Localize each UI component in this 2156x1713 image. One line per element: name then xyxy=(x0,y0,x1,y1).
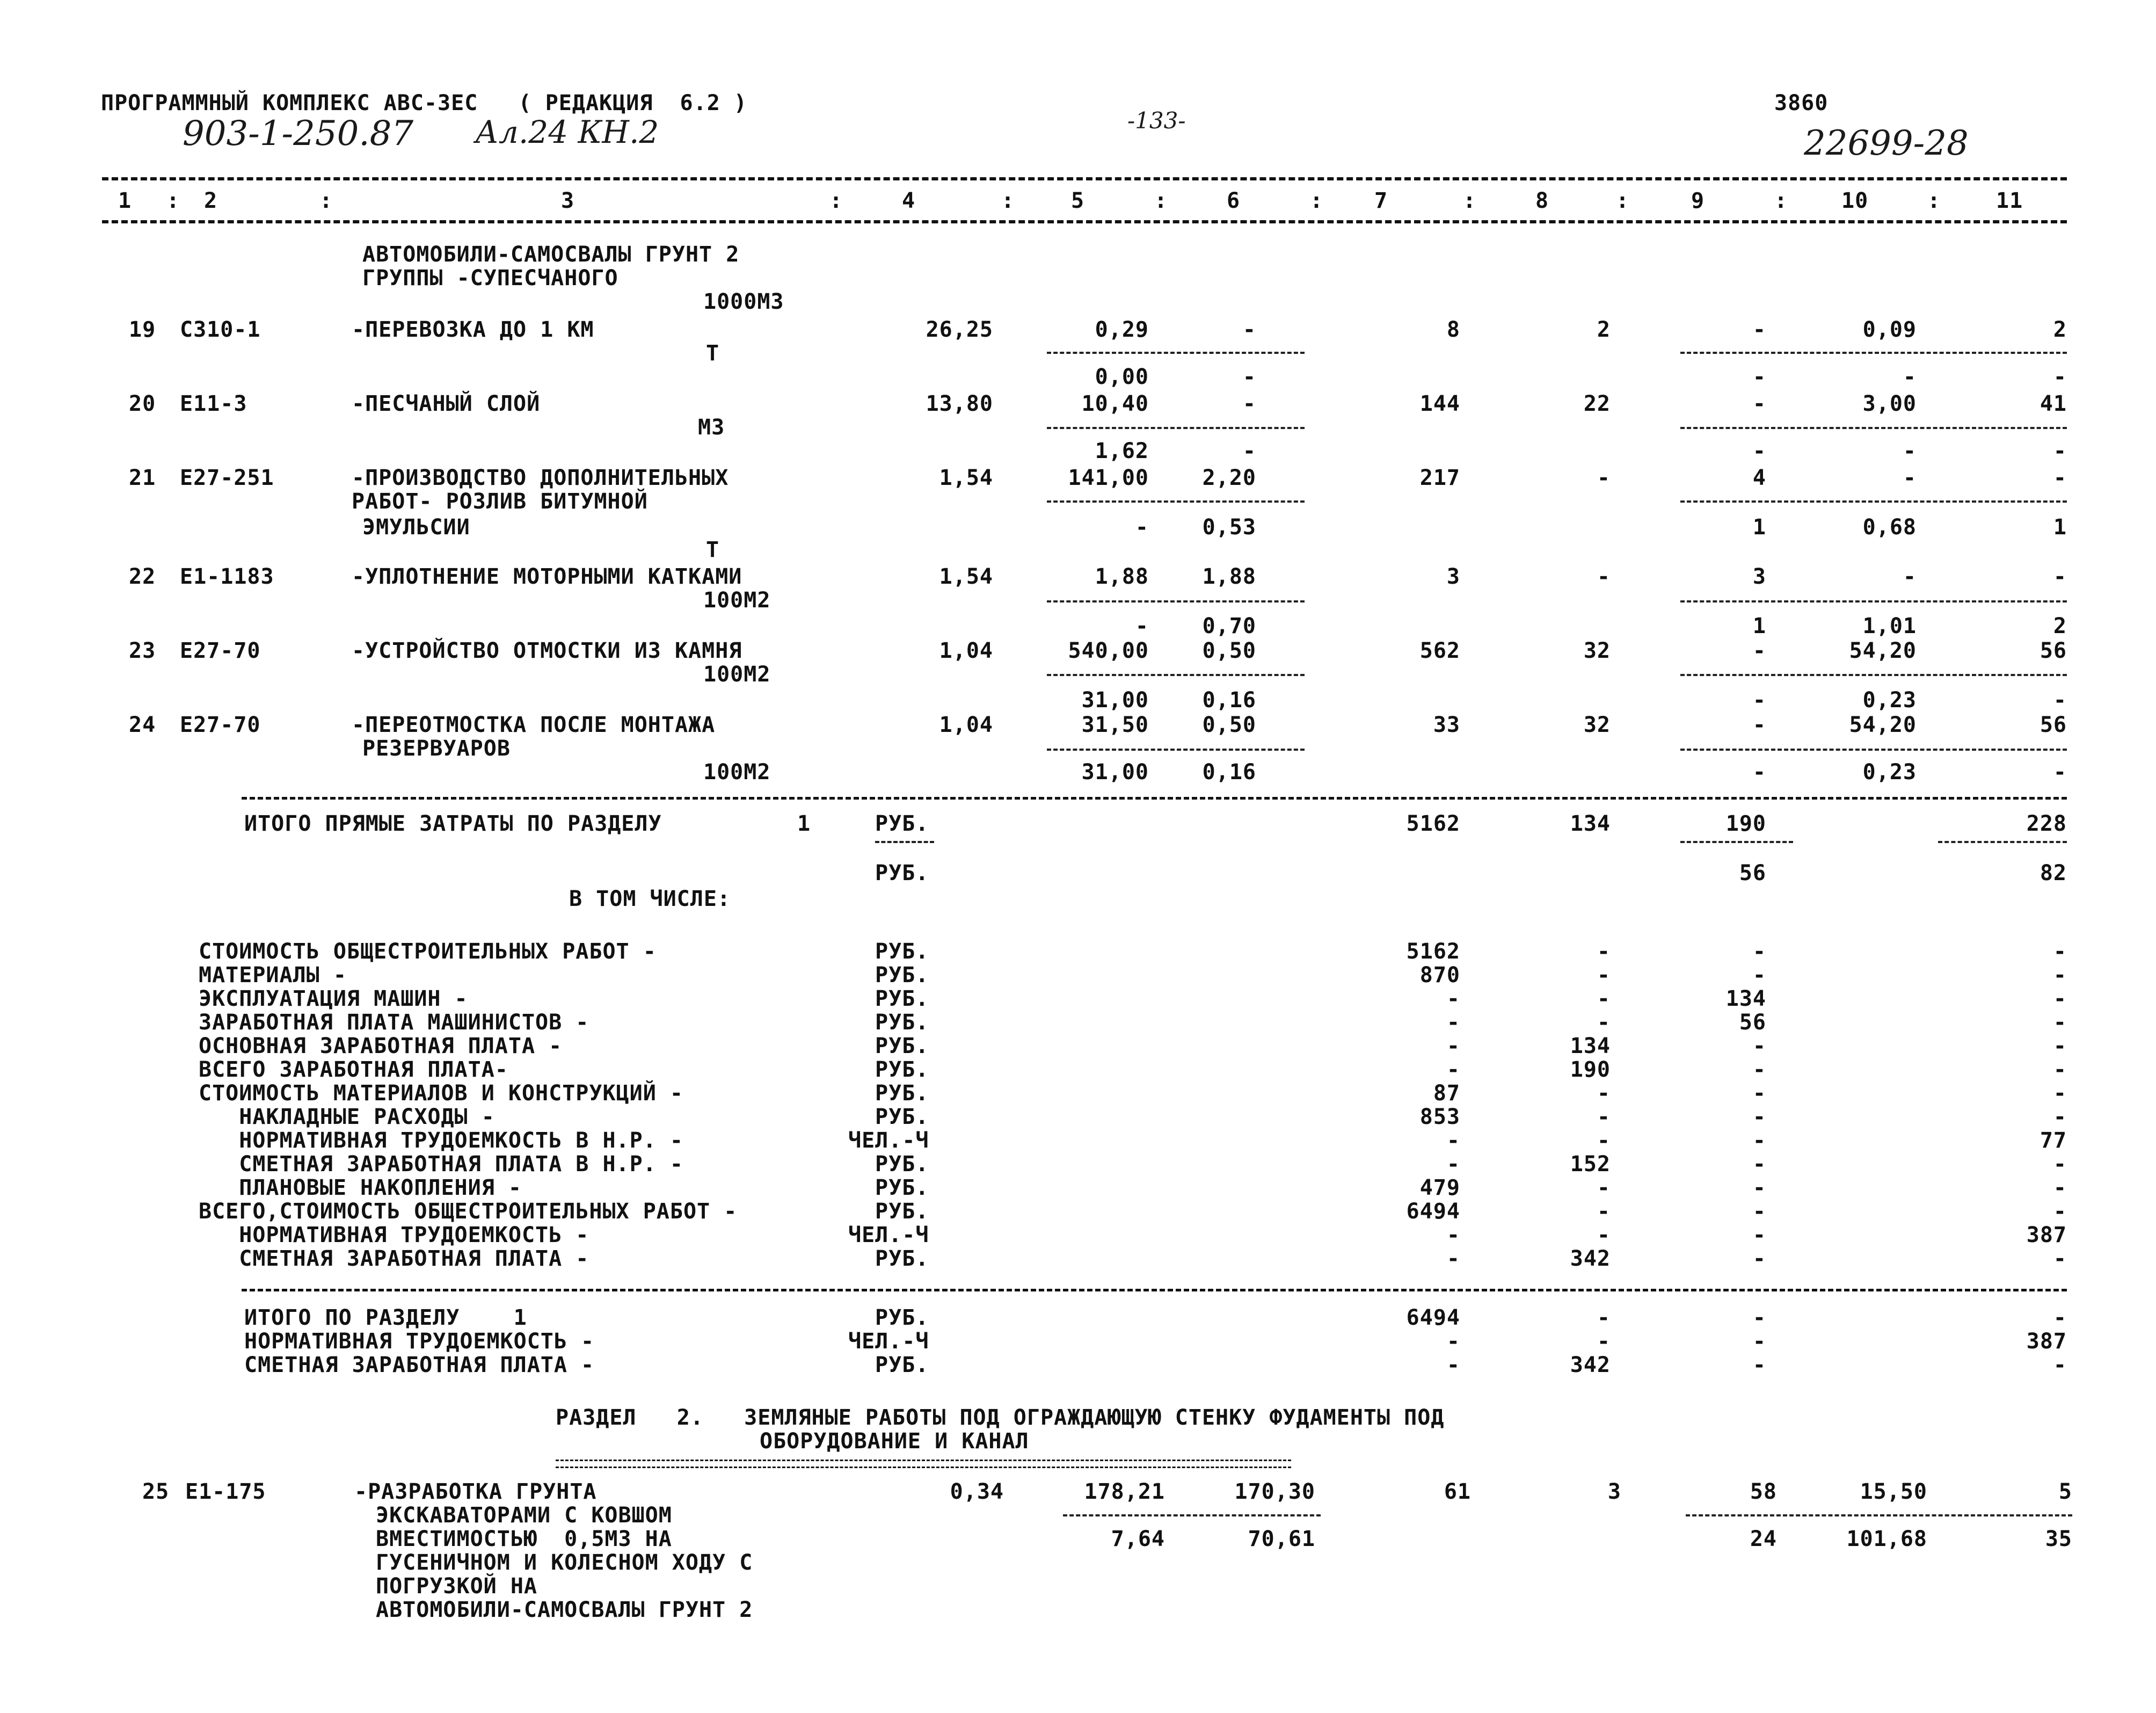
cell-divider xyxy=(1047,674,1305,676)
cell-divider xyxy=(1047,427,1305,429)
cell-divider xyxy=(1680,841,1793,843)
cell-c4: 26,25 xyxy=(926,317,993,342)
breakdown-unit: ЧЕЛ.-Ч xyxy=(848,1128,929,1153)
row-code: Е1-175 xyxy=(185,1479,266,1504)
cell-c8: 190 xyxy=(1570,1057,1611,1082)
cell-c4: 1,04 xyxy=(939,713,993,737)
section-total-label: НОРМАТИВНАЯ ТРУДОЕМКОСТЬ - xyxy=(244,1329,595,1354)
cell-c11: 5 xyxy=(2058,1479,2072,1504)
cell-c11: - xyxy=(2053,760,2067,785)
cell-c7: - xyxy=(1446,1034,1460,1058)
cell-c5: 31,00 xyxy=(1081,760,1149,785)
col-10: 10 xyxy=(1841,188,1869,213)
row-number: 21 xyxy=(129,466,156,490)
cell-c9: - xyxy=(1752,760,1766,785)
cell-c8: - xyxy=(1597,1305,1611,1330)
cell-c9: 3 xyxy=(1752,564,1766,589)
row-code: Е27-70 xyxy=(180,713,261,737)
col-sep: : xyxy=(1463,188,1477,213)
intro-line: ГРУППЫ -СУПЕСЧАНОГО xyxy=(362,266,618,291)
breakdown-label: НОРМАТИВНАЯ ТРУДОЕМКОСТЬ В Н.Р. - xyxy=(199,1128,683,1153)
cell-c6: 2,20 xyxy=(1202,466,1256,490)
cell-c5: 31,50 xyxy=(1081,713,1149,737)
section-2-subtitle: ОБОРУДОВАНИЕ И КАНАЛ xyxy=(760,1429,1029,1454)
cell-c11: - xyxy=(2053,1246,2067,1271)
cell-c5: 540,00 xyxy=(1068,638,1149,663)
cell-c4: 1,54 xyxy=(939,466,993,490)
row-desc: -ПРОИЗВОДСТВО ДОПОЛНИТЕЛЬНЫХ xyxy=(352,466,729,490)
breakdown-label: СТОИМОСТЬ ОБЩЕСТРОИТЕЛЬНЫХ РАБОТ - xyxy=(199,939,657,964)
cell-c6: 0,16 xyxy=(1202,688,1256,713)
cell-c8: - xyxy=(1597,466,1611,490)
col-2: 2 xyxy=(204,188,218,213)
cell-c8: 152 xyxy=(1570,1152,1611,1177)
including-heading: В ТОМ ЧИСЛЕ: xyxy=(569,887,731,911)
cell-c10: 54,20 xyxy=(1849,713,1917,737)
totals-rule xyxy=(242,797,2067,800)
col-11: 11 xyxy=(1996,188,2023,213)
cell-c11: 1 xyxy=(2053,515,2067,540)
row-desc: ЭКСКАВАТОРАМИ С КОВШОМ xyxy=(376,1503,672,1528)
section-total-rule xyxy=(242,1289,2067,1291)
cell-c6: 0,50 xyxy=(1202,713,1256,737)
cell-c5: 1,62 xyxy=(1095,439,1149,463)
cell-c8: - xyxy=(1597,1105,1611,1129)
cell-c9: - xyxy=(1752,1246,1766,1271)
breakdown-unit: РУБ. xyxy=(875,1057,929,1082)
row-unit: 100М2 xyxy=(703,588,771,613)
cell-c6: - xyxy=(1242,391,1256,416)
cell-c11: 82 xyxy=(2040,861,2067,885)
cell-c10: - xyxy=(1903,365,1917,389)
row-code: Е11-3 xyxy=(180,391,247,416)
cell-c9: - xyxy=(1752,1057,1766,1082)
cell-c10: 0,23 xyxy=(1862,688,1917,713)
cell-c9: 1 xyxy=(1752,515,1766,540)
cell-c11: - xyxy=(2053,1305,2067,1330)
cell-c8: 32 xyxy=(1583,713,1611,737)
cell-c11: - xyxy=(2053,1081,2067,1106)
row-number: 22 xyxy=(129,564,156,589)
cell-c8: - xyxy=(1597,1199,1611,1224)
row-unit: Т xyxy=(706,538,720,562)
cell-c11: - xyxy=(2053,688,2067,713)
row-desc: -ПЕРЕВОЗКА ДО 1 КМ xyxy=(352,317,594,342)
row-desc: -РАЗРАБОТКА ГРУНТА xyxy=(354,1479,597,1504)
row-desc: ПОГРУЗКОЙ НА xyxy=(376,1574,537,1599)
cell-c8: - xyxy=(1597,1223,1611,1247)
breakdown-unit: ЧЕЛ.-Ч xyxy=(848,1223,929,1247)
cell-c11: - xyxy=(2053,963,2067,988)
cell-c9: - xyxy=(1752,638,1766,663)
row-desc: -УПЛОТНЕНИЕ МОТОРНЫМИ КАТКАМИ xyxy=(352,564,742,589)
cell-c11: - xyxy=(2053,986,2067,1011)
breakdown-unit: РУБ. xyxy=(875,1175,929,1200)
cell-c6: 0,70 xyxy=(1202,614,1256,638)
page-number: -133- xyxy=(1127,107,1186,134)
cell-c11: - xyxy=(2053,1010,2067,1035)
cell-c7: 479 xyxy=(1419,1175,1460,1200)
cell-c8: - xyxy=(1597,1081,1611,1106)
cell-c7: 870 xyxy=(1419,963,1460,988)
cell-c11: 2 xyxy=(2053,614,2067,638)
row-number: 23 xyxy=(129,638,156,663)
cell-c9: - xyxy=(1752,1105,1766,1129)
cell-c8: - xyxy=(1597,986,1611,1011)
cell-c5: 10,40 xyxy=(1081,391,1149,416)
breakdown-unit: РУБ. xyxy=(875,1152,929,1177)
cell-c6: 0,50 xyxy=(1202,638,1256,663)
breakdown-label: ПЛАНОВЫЕ НАКОПЛЕНИЯ - xyxy=(199,1175,522,1200)
cell-c5: 31,00 xyxy=(1081,688,1149,713)
totals-label: ИТОГО ПРЯМЫЕ ЗАТРАТЫ ПО РАЗДЕЛУ xyxy=(244,811,662,836)
cell-divider xyxy=(1063,1514,1321,1516)
cell-c9: - xyxy=(1752,1034,1766,1058)
cell-c10: - xyxy=(1903,466,1917,490)
cell-c6: 170,30 xyxy=(1234,1479,1315,1504)
cell-divider xyxy=(1680,352,2067,354)
row-desc: ГУСЕНИЧНОМ И КОЛЕСНОМ ХОДУ С xyxy=(376,1550,753,1575)
breakdown-label: НАКЛАДНЫЕ РАСХОДЫ - xyxy=(199,1105,495,1129)
intro-line: АВТОМОБИЛИ-САМОСВАЛЫ ГРУНТ 2 xyxy=(362,242,740,267)
col-sep: : xyxy=(829,188,843,213)
cell-c7: 87 xyxy=(1433,1081,1460,1106)
document-code: 903-1-250.87 xyxy=(183,114,414,154)
cell-c7: 6494 xyxy=(1406,1199,1460,1224)
cell-c11: 56 xyxy=(2040,638,2067,663)
col-1: 1 xyxy=(118,188,132,213)
cell-c7: - xyxy=(1446,1246,1460,1271)
code-number: 3860 xyxy=(1774,91,1829,115)
cell-divider xyxy=(1680,427,2067,429)
col-sep: : xyxy=(1616,188,1630,213)
breakdown-label: СМЕТНАЯ ЗАРАБОТНАЯ ПЛАТА - xyxy=(199,1246,589,1271)
cell-c11: - xyxy=(2053,1353,2067,1377)
cell-c11: - xyxy=(2053,1057,2067,1082)
cell-c11: - xyxy=(2053,365,2067,389)
cell-c6: - xyxy=(1242,365,1256,389)
program-title: ПРОГРАММНЫЙ КОМПЛЕКС АВС-3ЕС ( РЕДАКЦИЯ 6.2 ) xyxy=(101,91,747,115)
cell-c9: - xyxy=(1752,1305,1766,1330)
cell-c7: 144 xyxy=(1419,391,1460,416)
cell-c9: 56 xyxy=(1739,861,1766,885)
row-desc: -УСТРОЙСТВО ОТМОСТКИ ИЗ КАМНЯ xyxy=(352,638,742,663)
section-total-unit: РУБ. xyxy=(875,1353,929,1377)
cell-c8: 2 xyxy=(1597,317,1611,342)
cell-c10: 101,68 xyxy=(1846,1527,1927,1551)
cell-divider xyxy=(1047,500,1305,503)
row-desc: ВМЕСТИМОСТЬЮ 0,5М3 НА xyxy=(376,1527,672,1551)
cell-c10: 15,50 xyxy=(1860,1479,1927,1504)
cell-c6: 0,53 xyxy=(1202,515,1256,540)
section-total-label: ИТОГО ПО РАЗДЕЛУ 1 xyxy=(244,1305,527,1330)
breakdown-unit: РУБ. xyxy=(875,986,929,1011)
cell-divider xyxy=(1938,841,2067,843)
cell-c4: 1,04 xyxy=(939,638,993,663)
cell-c5: 178,21 xyxy=(1084,1479,1165,1504)
section-total-label: СМЕТНАЯ ЗАРАБОТНАЯ ПЛАТА - xyxy=(244,1353,595,1377)
breakdown-unit: РУБ. xyxy=(875,1034,929,1058)
cell-c11: 41 xyxy=(2040,391,2067,416)
row-unit: Т xyxy=(706,341,720,366)
totals-unit: РУБ. xyxy=(875,811,929,836)
cell-c9: - xyxy=(1752,439,1766,463)
cell-c11: 77 xyxy=(2040,1128,2067,1153)
cell-c11: - xyxy=(2053,1034,2067,1058)
breakdown-label: НОРМАТИВНАЯ ТРУДОЕМКОСТЬ - xyxy=(199,1223,589,1247)
section-2-title: РАЗДЕЛ 2. ЗЕМЛЯНЫЕ РАБОТЫ ПОД ОГРАЖДАЮЩУЮ СТЕНКУ ФУДАМЕНТЫ ПОД xyxy=(556,1405,1445,1430)
cell-c7: - xyxy=(1446,1223,1460,1247)
row-unit: 100М2 xyxy=(703,662,771,687)
breakdown-unit: РУБ. xyxy=(875,939,929,964)
section-total-unit: ЧЕЛ.-Ч xyxy=(848,1329,929,1354)
sheet-ref: Ал.24 КН.2 xyxy=(475,114,659,150)
cell-c9: - xyxy=(1752,1152,1766,1177)
cell-c10: 0,23 xyxy=(1862,760,1917,785)
cell-c5: 0,00 xyxy=(1095,365,1149,389)
cell-c11: - xyxy=(2053,564,2067,589)
col-sep: : xyxy=(1774,188,1788,213)
cell-c9: - xyxy=(1752,688,1766,713)
row-desc: АВТОМОБИЛИ-САМОСВАЛЫ ГРУНТ 2 xyxy=(376,1598,753,1622)
col-5: 5 xyxy=(1071,188,1085,213)
cell-c11: 56 xyxy=(2040,713,2067,737)
col-sep: : xyxy=(1001,188,1015,213)
row-desc: -ПЕСЧАНЫЙ СЛОЙ xyxy=(352,391,541,416)
cell-c10: 0,09 xyxy=(1862,317,1917,342)
cell-c8: 22 xyxy=(1583,391,1611,416)
cell-c11: - xyxy=(2053,439,2067,463)
cell-c6: - xyxy=(1242,317,1256,342)
cell-c11: - xyxy=(2053,1105,2067,1129)
col-6: 6 xyxy=(1227,188,1241,213)
totals-unit: РУБ. xyxy=(875,861,929,885)
cell-c7: 853 xyxy=(1419,1105,1460,1129)
cell-c6: - xyxy=(1242,439,1256,463)
cell-c8: 342 xyxy=(1570,1246,1611,1271)
cell-c9: - xyxy=(1752,1353,1766,1377)
reference-number: 22699-28 xyxy=(1804,124,1969,163)
cell-c9: - xyxy=(1752,1329,1766,1354)
cell-c7: 5162 xyxy=(1406,811,1460,836)
cell-c9: - xyxy=(1752,713,1766,737)
cell-c11: - xyxy=(2053,466,2067,490)
cell-c10: - xyxy=(1903,439,1917,463)
col-9: 9 xyxy=(1691,188,1705,213)
cell-c11: 2 xyxy=(2053,317,2067,342)
cell-c9: 1 xyxy=(1752,614,1766,638)
breakdown-unit: РУБ. xyxy=(875,963,929,988)
cell-c7: 5162 xyxy=(1406,939,1460,964)
row-code: Е27-251 xyxy=(180,466,274,490)
cell-c10: 54,20 xyxy=(1849,638,1917,663)
cell-c8: - xyxy=(1597,1175,1611,1200)
cell-c8: - xyxy=(1597,564,1611,589)
cell-c11: 228 xyxy=(2026,811,2067,836)
cell-c6: 1,88 xyxy=(1202,564,1256,589)
cell-divider xyxy=(1047,600,1305,603)
cell-c8: 134 xyxy=(1570,1034,1611,1058)
row-unit: М3 xyxy=(698,415,725,440)
cell-c9: 24 xyxy=(1750,1527,1777,1551)
row-number: 19 xyxy=(129,317,156,342)
cell-c7: - xyxy=(1446,1329,1460,1354)
intro-unit: 1000М3 xyxy=(703,289,784,314)
col-sep: : xyxy=(1927,188,1941,213)
cell-c9: 4 xyxy=(1752,466,1766,490)
totals-section: 1 xyxy=(797,811,811,836)
cell-c7: 217 xyxy=(1419,466,1460,490)
cell-c5: 7,64 xyxy=(1111,1527,1165,1551)
cell-c7: 3 xyxy=(1446,564,1460,589)
cell-divider xyxy=(1680,749,2067,751)
row-unit: 100М2 xyxy=(703,760,771,785)
row-desc: РЕЗЕРВУАРОВ xyxy=(362,736,511,761)
breakdown-label: ВСЕГО,СТОИМОСТЬ ОБЩЕСТРОИТЕЛЬНЫХ РАБОТ - xyxy=(199,1199,738,1224)
cell-c7: - xyxy=(1446,1010,1460,1035)
cell-c7: - xyxy=(1446,986,1460,1011)
cell-c8: - xyxy=(1597,963,1611,988)
cell-c8: - xyxy=(1597,939,1611,964)
cell-c9: - xyxy=(1752,963,1766,988)
cell-c11: - xyxy=(2053,1199,2067,1224)
cell-c8: 32 xyxy=(1583,638,1611,663)
breakdown-label: ЭКСПЛУАТАЦИЯ МАШИН - xyxy=(199,986,468,1011)
cell-c5: 0,29 xyxy=(1095,317,1149,342)
cell-c7: 33 xyxy=(1433,713,1460,737)
col-8: 8 xyxy=(1535,188,1549,213)
cell-divider xyxy=(1686,1514,2072,1516)
breakdown-label: МАТЕРИАЛЫ - xyxy=(199,963,347,988)
cell-c9: - xyxy=(1752,317,1766,342)
row-number: 20 xyxy=(129,391,156,416)
breakdown-unit: РУБ. xyxy=(875,1010,929,1035)
cell-c10: 3,00 xyxy=(1862,391,1917,416)
cell-c9: 190 xyxy=(1725,811,1766,836)
cell-c11: - xyxy=(2053,1175,2067,1200)
cell-c9: 58 xyxy=(1750,1479,1777,1504)
row-number: 24 xyxy=(129,713,156,737)
breakdown-label: ОСНОВНАЯ ЗАРАБОТНАЯ ПЛАТА - xyxy=(199,1034,563,1058)
cell-c9: 134 xyxy=(1725,986,1766,1011)
col-sep: : xyxy=(1154,188,1168,213)
row-number: 25 xyxy=(142,1479,170,1504)
cell-c5: 141,00 xyxy=(1068,466,1149,490)
cell-divider xyxy=(1680,500,2067,503)
cell-divider xyxy=(1047,352,1305,354)
header-rule-bottom xyxy=(102,220,2067,223)
cell-c9: - xyxy=(1752,1128,1766,1153)
cell-c9: - xyxy=(1752,391,1766,416)
cell-c8: - xyxy=(1597,1128,1611,1153)
cell-c7: - xyxy=(1446,1057,1460,1082)
cell-c9: - xyxy=(1752,1199,1766,1224)
breakdown-unit: РУБ. xyxy=(875,1246,929,1271)
section-2-underline xyxy=(556,1460,1291,1468)
cell-divider xyxy=(1680,600,2067,603)
cell-c11: 387 xyxy=(2026,1329,2067,1354)
cell-c8: 134 xyxy=(1570,811,1611,836)
cell-c8: 342 xyxy=(1570,1353,1611,1377)
row-code: Е27-70 xyxy=(180,638,261,663)
row-code: С310-1 xyxy=(180,317,261,342)
row-desc: ЭМУЛЬСИИ xyxy=(362,515,470,540)
cell-c8: - xyxy=(1597,1329,1611,1354)
cell-c7: - xyxy=(1446,1128,1460,1153)
col-sep: : xyxy=(166,188,180,213)
cell-c9: - xyxy=(1752,1175,1766,1200)
breakdown-unit: РУБ. xyxy=(875,1105,929,1129)
cell-c9: - xyxy=(1752,1081,1766,1106)
section-total-unit: РУБ. xyxy=(875,1305,929,1330)
cell-c9: - xyxy=(1752,939,1766,964)
row-desc: -ПЕРЕОТМОСТКА ПОСЛЕ МОНТАЖА xyxy=(352,713,716,737)
cell-c8: - xyxy=(1597,1010,1611,1035)
cell-c6: 70,61 xyxy=(1248,1527,1315,1551)
cell-c4: 13,80 xyxy=(926,391,993,416)
breakdown-label: СТОИМОСТЬ МАТЕРИАЛОВ И КОНСТРУКЦИЙ - xyxy=(199,1081,683,1106)
cell-c7: 8 xyxy=(1446,317,1460,342)
cell-c7: - xyxy=(1446,1353,1460,1377)
breakdown-label: ЗАРАБОТНАЯ ПЛАТА МАШИНИСТОВ - xyxy=(199,1010,589,1035)
cell-c7: 61 xyxy=(1444,1479,1471,1504)
col-4: 4 xyxy=(902,188,916,213)
cell-c4: 1,54 xyxy=(939,564,993,589)
cell-c11: - xyxy=(2053,1152,2067,1177)
cell-c10: 1,01 xyxy=(1862,614,1917,638)
cell-c8: 3 xyxy=(1607,1479,1621,1504)
breakdown-label: ВСЕГО ЗАРАБОТНАЯ ПЛАТА- xyxy=(199,1057,508,1082)
cell-c7: 562 xyxy=(1419,638,1460,663)
cell-c11: - xyxy=(2053,939,2067,964)
col-3: 3 xyxy=(561,188,575,213)
cell-c9: 56 xyxy=(1739,1010,1766,1035)
row-code: Е1-1183 xyxy=(180,564,274,589)
cell-c10: - xyxy=(1903,564,1917,589)
cell-c11: 387 xyxy=(2026,1223,2067,1247)
breakdown-unit: РУБ. xyxy=(875,1199,929,1224)
cell-c11: 35 xyxy=(2045,1527,2072,1551)
col-sep: : xyxy=(1310,188,1324,213)
breakdown-label: СМЕТНАЯ ЗАРАБОТНАЯ ПЛАТА В Н.Р. - xyxy=(199,1152,683,1177)
cell-c5: - xyxy=(1135,515,1149,540)
cell-c4: 0,34 xyxy=(950,1479,1004,1504)
col-7: 7 xyxy=(1374,188,1388,213)
row-desc: РАБОТ- РОЗЛИВ БИТУМНОЙ xyxy=(352,489,648,514)
breakdown-unit: РУБ. xyxy=(875,1081,929,1106)
header-rule-top xyxy=(102,177,2067,180)
unit-divider xyxy=(875,841,934,843)
cell-divider xyxy=(1047,749,1305,751)
cell-divider xyxy=(1680,674,2067,676)
cell-c9: - xyxy=(1752,365,1766,389)
cell-c7: 6494 xyxy=(1406,1305,1460,1330)
cell-c5: - xyxy=(1135,614,1149,638)
cell-c9: - xyxy=(1752,1223,1766,1247)
cell-c7: - xyxy=(1446,1152,1460,1177)
cell-c5: 1,88 xyxy=(1095,564,1149,589)
col-sep: : xyxy=(319,188,333,213)
cell-c10: 0,68 xyxy=(1862,515,1917,540)
cell-c6: 0,16 xyxy=(1202,760,1256,785)
